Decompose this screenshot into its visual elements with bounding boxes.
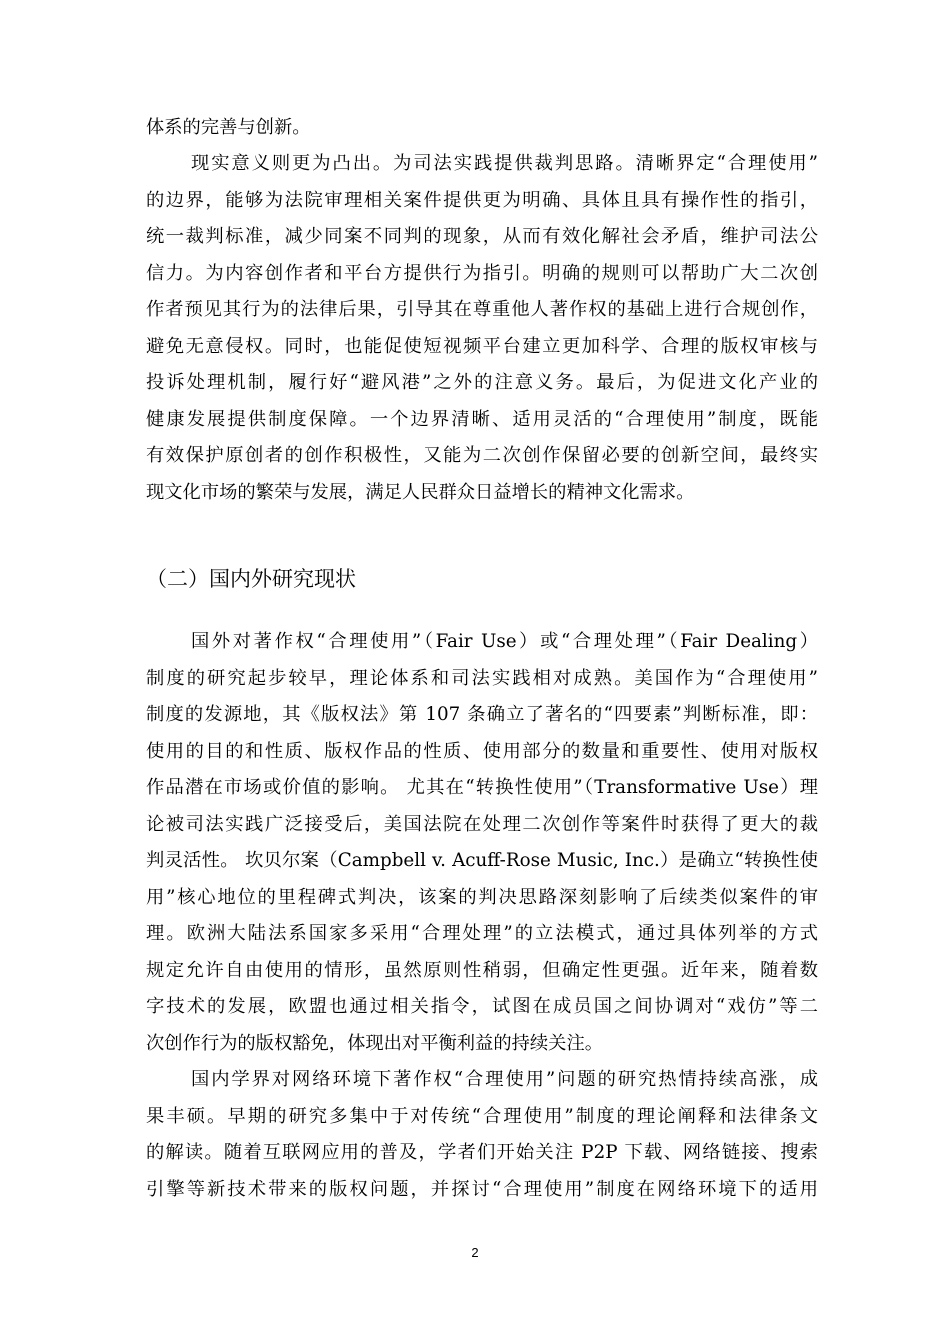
paragraph-line: 判灵活性。 坎贝尔案（Campbell v. Acuff-Rose Music, Inc.）是确立“转换性使 [146, 850, 818, 871]
paragraph-line: 使用的目的和性质、版权作品的性质、使用部分的数量和重要性、使用对版权 [146, 741, 818, 762]
paragraph-line: 的解读。随着互联网应用的普及，学者们开始关注 P2P 下载、网络链接、搜索 [146, 1142, 818, 1163]
paragraph-line: 有效保护原创者的创作积极性，又能为二次创作保留必要的创新空间，最终实 [146, 445, 818, 466]
paragraph-line: 现文化市场的繁荣与发展，满足人民群众日益增长的精神文化需求。 [146, 482, 695, 503]
paragraph-line: 引擎等新技术带来的版权问题，并探讨“合理使用”制度在网络环境下的适用 [146, 1179, 818, 1200]
paragraph-line: 果丰硕。早期的研究多集中于对传统“合理使用”制度的理论阐释和法律条文 [146, 1106, 818, 1127]
paragraph-line: 字技术的发展，欧盟也通过相关指令，试图在成员国之间协调对“戏仿”等二 [146, 996, 818, 1017]
paragraph-line: 用”核心地位的里程碑式判决，该案的判决思路深刻影响了后续类似案件的审 [146, 887, 818, 908]
paragraph-line: 作者预见其行为的法律后果，引导其在尊重他人著作权的基础上进行合规创作， [146, 299, 818, 320]
paragraph-line: 投诉处理机制，履行好“避风港”之外的注意义务。最后，为促进文化产业的 [146, 372, 818, 393]
paragraph-line: 的边界，能够为法院审理相关案件提供更为明确、具体且具有操作性的指引， [146, 190, 818, 211]
paragraph-line: 规定允许自由使用的情形，虽然原则性稍弱，但确定性更强。近年来，随着数 [146, 960, 818, 981]
paragraph-line: 体系的完善与创新。 [146, 117, 311, 138]
paragraph-line: 次创作行为的版权豁免，体现出对平衡利益的持续关注。 [146, 1033, 604, 1054]
paragraph-line: 现实意义则更为凸出。为司法实践提供裁判思路。清晰界定“合理使用” [191, 153, 818, 174]
section-heading: （二）国内外研究现状 [146, 567, 356, 591]
paragraph-line: 国内学界对网络环境下著作权“合理使用”问题的研究热情持续高涨，成 [191, 1069, 818, 1090]
paragraph-line: 论被司法实践广泛接受后，美国法院在处理二次创作等案件时获得了更大的裁 [146, 814, 818, 835]
paragraph-line: 制度的发源地，其《版权法》第 107 条确立了著名的“四要素”判断标准，即： [146, 704, 818, 725]
paragraph-line: 作品潜在市场或价值的影响。 尤其在“转换性使用”（Transformative Use）理 [146, 777, 818, 798]
paragraph-line: 国外对著作权“合理使用”（Fair Use）或“合理处理”（Fair Dealing） [191, 631, 818, 652]
paragraph-line: 避免无意侵权。同时，也能促使短视频平台建立更加科学、合理的版权审核与 [146, 336, 818, 357]
page-number: 2 [471, 1245, 479, 1260]
paragraph-line: 信力。为内容创作者和平台方提供行为指引。明确的规则可以帮助广大二次创 [146, 263, 818, 284]
paragraph-line: 统一裁判标准，减少同案不同判的现象，从而有效化解社会矛盾，维护司法公 [146, 226, 818, 247]
paragraph-line: 健康发展提供制度保障。一个边界清晰、适用灵活的“合理使用”制度，既能 [146, 409, 818, 430]
paragraph-line: 制度的研究起步较早，理论体系和司法实践相对成熟。美国作为“合理使用” [146, 668, 818, 689]
paragraph-line: 理。欧洲大陆法系国家多采用“合理处理”的立法模式，通过具体列举的方式 [146, 923, 818, 944]
